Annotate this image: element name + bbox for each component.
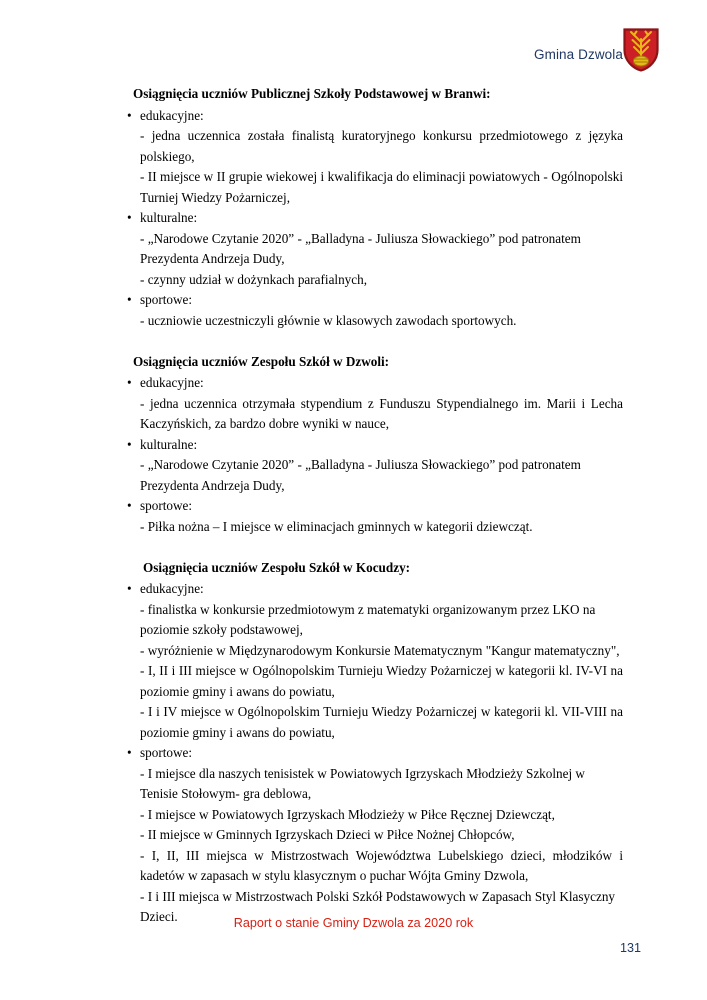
section-heading: Osiągnięcia uczniów Zespołu Szkół w Dzwoli: — [133, 353, 390, 369]
bullet-marker-icon: • — [127, 210, 132, 225]
bullet-marker-icon: • — [127, 436, 132, 452]
bullet-marker-icon: • — [127, 498, 132, 513]
bullet-label: edukacyjne: — [140, 581, 204, 596]
coat-of-arms-shield-icon — [623, 28, 659, 72]
list-item: - I, II, III miejsca w Mistrzostwach Województwa Lubelskiego dzieci, młodzików i kadetów w zapasach w stylu klasycznym o puchar Wójta Gminy Dzwola, — [140, 847, 623, 883]
page-number: 131 — [619, 941, 641, 955]
list-item: - uczniowie uczestniczyli głównie w klasowych zawodach sportowych. — [140, 312, 517, 328]
bullet-label: sportowe: — [140, 292, 193, 307]
bullet-group-kulturalne — [127, 435, 623, 456]
header-municipality-title: Gmina Dzwola — [534, 46, 623, 62]
page-footer — [0, 908, 707, 1000]
bullet-label: edukacyjne: — [140, 107, 204, 123]
list-item: - finalistka w konkursie przedmiotowym z matematyki organizowanym przez LKO na poziomie szkoły podstawowej, — [140, 601, 596, 637]
bullet-group-sportowe — [127, 743, 623, 764]
list-item: - „Narodowe Czytanie 2020” - „Balladyna - Juliusza Słowackiego” pod patronatem Prezydenta Andrzeja Dudy, — [140, 230, 581, 266]
page-header — [0, 28, 707, 80]
bullet-label: sportowe: — [140, 498, 193, 513]
list-item: - I miejsce dla naszych tenisistek w Powiatowych Igrzyskach Młodzieży Szkolnej w Tenisie Stołowym- gra deblowa, — [140, 765, 585, 801]
footer-report-title: Raport o stanie Gminy Dzwola za 2020 rok — [233, 916, 474, 930]
section-heading: Osiągnięcia uczniów Zespołu Szkół w Kocudzy: — [143, 559, 411, 575]
bullet-group-sportowe — [127, 290, 623, 311]
list-item: - I i III miejsca w Mistrzostwach Polski Szkół Podstawowych w Zapasach Styl Klasyczny Dzieci. — [140, 888, 616, 924]
list-item: - „Narodowe Czytanie 2020” - „Balladyna - Juliusza Słowackiego” pod patronatem Prezydenta Andrzeja Dudy, — [140, 457, 581, 493]
bullet-marker-icon: • — [127, 292, 132, 307]
section-spacer — [133, 331, 623, 352]
list-item: - czynny udział w dożynkach parafialnych, — [140, 271, 368, 287]
bullet-marker-icon: • — [127, 745, 132, 760]
section-heading: Osiągnięcia uczniów Publicznej Szkoły Podstawowej w Branwi: — [133, 86, 491, 101]
bullet-label: kulturalne: — [140, 436, 198, 452]
section-spacer — [133, 537, 623, 558]
bullet-group-sportowe — [127, 496, 623, 517]
list-item: - jedna uczennica otrzymała stypendium z Funduszu Stypendialnego im. Marii i Lecha Kaczyńskich, za bardzo dobre wyniki w nauce, — [140, 395, 623, 431]
list-item: - I i IV miejsce w Ogólnopolskim Turnieju Wiedzy Pożarniczej w kategorii kl. VII-VIII na poziomie gminy i awans do powiatu, — [140, 704, 623, 740]
list-item: - II miejsce w Gminnych Igrzyskach Dzieci w Piłce Nożnej Chłopców, — [140, 827, 515, 842]
bullet-group-edukacyjne — [127, 106, 623, 127]
list-item: - wyróżnienie w Międzynarodowym Konkursie Matematycznym "Kangur matematyczny", — [140, 642, 620, 658]
section-kocudza — [127, 558, 623, 928]
bullet-label: kulturalne: — [140, 210, 198, 225]
bullet-marker-icon: • — [127, 375, 132, 390]
section-branw — [127, 84, 623, 331]
list-item: - I miejsce w Powiatowych Igrzyskach Młodzieży w Piłce Ręcznej Dziewcząt, — [140, 806, 555, 822]
list-item: - I, II i III miejsce w Ogólnopolskim Turnieju Wiedzy Pożarniczej w kategorii kl. IV-VI na poziomie gminy i awans do powiatu, — [140, 663, 623, 699]
document-body — [127, 84, 623, 928]
list-item: - II miejsce w II grupie wiekowej i kwalifikacja do eliminacji powiatowych - Ogólnopolski Turniej Wiedzy Pożarniczej, — [140, 169, 623, 205]
bullet-group-kulturalne — [127, 208, 623, 229]
bullet-group-edukacyjne — [127, 373, 623, 394]
section-dzwola — [127, 352, 623, 538]
bullet-marker-icon: • — [127, 581, 132, 596]
bullet-group-edukacyjne — [127, 579, 623, 600]
list-item: - Piłka nożna – I miejsce w eliminacjach gminnych w kategorii dziewcząt. — [140, 518, 533, 534]
bullet-label: edukacyjne: — [140, 375, 204, 390]
bullet-label: sportowe: — [140, 745, 193, 760]
list-item: - jedna uczennica została finalistą kuratoryjnego konkursu przedmiotowego z języka polskiego, — [140, 128, 623, 164]
bullet-marker-icon: • — [127, 107, 132, 123]
